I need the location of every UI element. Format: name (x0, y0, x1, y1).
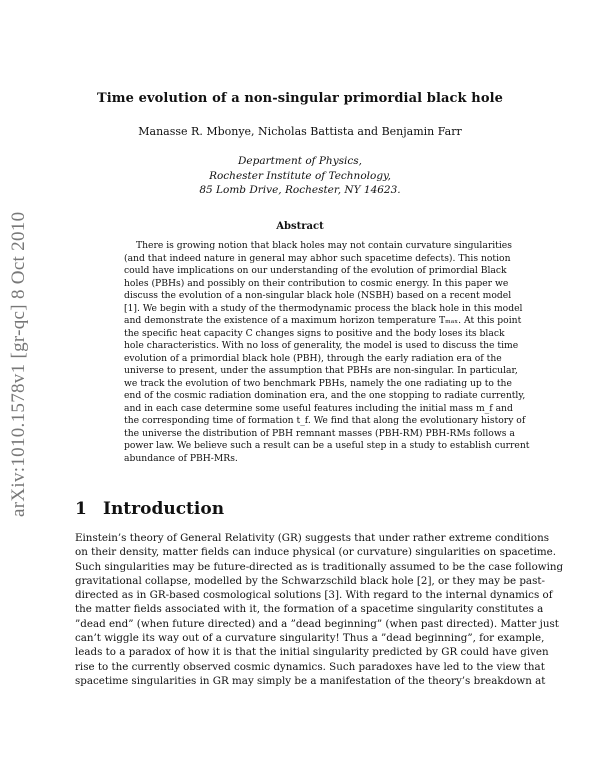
body-line: Such singularities may be future-directed as is traditionally assumed to be the case following (75, 560, 564, 573)
abstract-line: the specific heat capacity C changes signs to positive and the body loses its black (124, 327, 505, 339)
affiliation-block (0, 154, 600, 198)
abstract-body (124, 240, 530, 465)
body-line: on their density, matter fields can induce physical (or curvature) singularities on spacetime. (75, 546, 557, 559)
body-line: can’t wiggle its way out of a curvature singularity! Thus a ”dead beginning”, for example, (75, 632, 545, 645)
paper-title: Time evolution of a non-singular primordial black hole (96, 91, 504, 106)
body-line: directed as in GR-based cosmological solutions [3]. With regard to the internal dynamics of (75, 589, 553, 602)
section-title: Introduction (103, 499, 225, 519)
abstract-heading: Abstract (276, 221, 324, 232)
author-list: Manasse R. Mbonye, Nicholas Battista and Benjamin Farr (138, 125, 462, 138)
abstract-line: the corresponding time of formation t_f. We find that along the evolutionary history of (124, 415, 526, 426)
body-line: ”dead end” (when future directed) and a ”dead beginning” (when past directed). Matter just (75, 617, 559, 630)
body-line: rise to the currently observed cosmic dynamics. Such paradoxes have led to the view that (75, 660, 545, 673)
abstract-line: the universe the distribution of PBH remnant masses (PBH-RM) PBH-RMs follows a (124, 427, 515, 439)
abstract-line: (and that indeed nature in general may abhor such spacetime defects). This notion (124, 252, 511, 264)
abstract-line: and demonstrate the existence of a maximum horizon temperature Tₘₐₓ. At this point (124, 315, 522, 326)
body-line: the matter fields associated with it, the formation of a spacetime singularity constitutes a (75, 603, 544, 616)
body-line: leads to a paradox of how it is that the initial singularity predicted by GR could have given (75, 646, 549, 659)
body-line: Einstein’s theory of General Relativity (GR) suggests that under rather extreme conditions (75, 532, 550, 544)
abstract-line: There is growing notion that black holes may not contain curvature singularities (136, 240, 512, 251)
abstract-line: [1]. We begin with a study of the thermodynamic process the black hole in this model (124, 302, 523, 314)
arxiv-identifier-stamp: arXiv:1010.1578v1 [gr-qc] 8 Oct 2010 (8, 211, 29, 517)
affiliation-address: 85 Lomb Drive, Rochester, NY 14623. (199, 184, 401, 196)
abstract-line: and in each case determine some useful features including the initial mass m_f and (124, 402, 513, 414)
affiliation-department: Department of Physics, (237, 155, 362, 167)
affiliation-institute: Rochester Institute of Technology, (209, 169, 391, 182)
abstract-line: could have implications on our understanding of the evolution of primordial Black (124, 265, 507, 276)
body-line: gravitational collapse, modelled by the Schwarzschild black hole [2], or they may be past- (75, 574, 545, 587)
abstract-line: end of the cosmic radiation domination era, and the one stopping to radiate currently, (124, 390, 526, 401)
section-heading (75, 499, 224, 519)
abstract-line: universe to present, under the assumption that PBHs are non-singular. In particular, (124, 365, 518, 376)
abstract-line: discuss the evolution of a non-singular black hole (NSBH) based on a recent model (124, 290, 512, 301)
abstract-line: abundance of PBH-MRs. (124, 452, 238, 464)
introduction-body (75, 531, 564, 688)
section-number: 1 (75, 499, 87, 519)
body-line: spacetime singularities in GR may simply be a manifestation of the theory’s breakdown at (75, 674, 546, 687)
abstract-line: holes (PBHs) and possibly on their contribution to cosmic energy. In this paper we (124, 277, 509, 289)
abstract-line: power law. We believe such a result can be a useful step in a study to establish current (124, 440, 530, 451)
abstract-line: evolution of a primordial black hole (PBH), through the early radiation era of the (124, 352, 502, 364)
abstract-line: we track the evolution of two benchmark PBHs, namely the one radiating up to the (124, 377, 512, 389)
abstract-line: hole characteristics. With no loss of generality, the model is used to discuss the time (124, 340, 519, 351)
